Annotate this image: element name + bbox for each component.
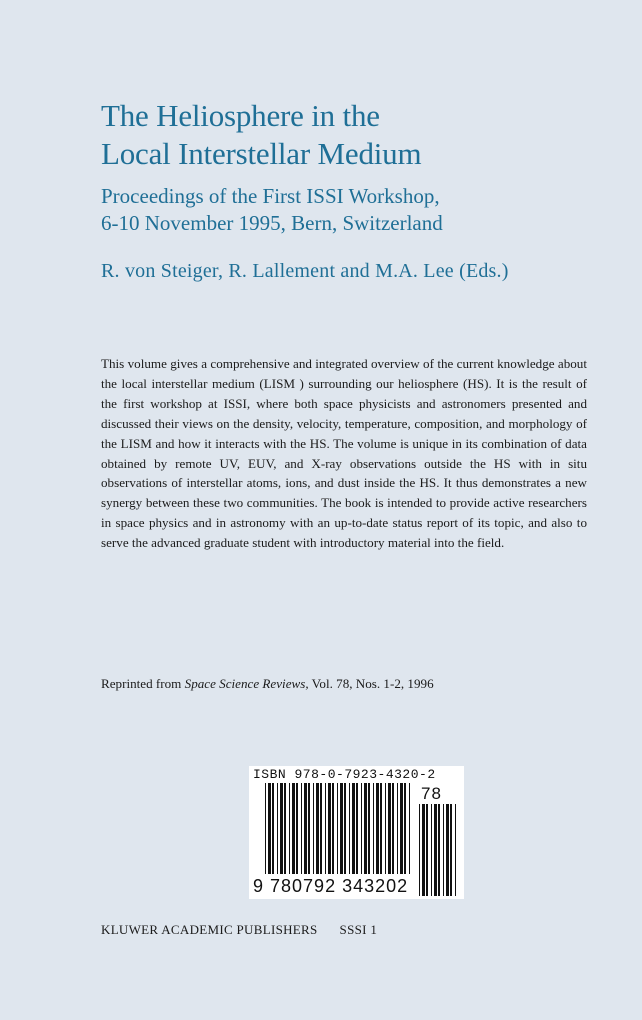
title-block — [101, 97, 601, 237]
series-label: SSSI 1 — [339, 922, 378, 937]
barcode-bar — [328, 783, 331, 874]
reprint-note — [101, 674, 434, 694]
barcode-bar — [296, 783, 298, 874]
subtitle-line-1: Proceedings of the First ISSI Workshop, — [101, 184, 440, 208]
barcode-bar — [364, 783, 367, 874]
reprint-suffix: Vol. 78, Nos. 1-2, 1996 — [308, 676, 434, 691]
barcode-bar — [419, 804, 420, 896]
barcode-bar — [455, 804, 456, 896]
barcode-bar — [316, 783, 319, 874]
isbn-barcode — [249, 766, 464, 899]
barcode-bar — [388, 783, 391, 874]
abstract-text: This volume gives a comprehensive and integrated overview of the current knowledge about the local interstellar medium (LISM ) surrounding our heliosphere (HS). It is the result of the first workshop at ISSI, where both space physicists and astronomers presented and discussed their views on the density, velocity, temperature, composition, and morphology of the LISM and how it interacts with the HS. The volume is unique in its combination of data obtained by remote UV, EUV, and X-ray observations outside the HS with in situ observations of interstellar atoms, ions, and dust inside the HS. It thus demonstrates a new synergy between these two communities. The book is intended to provide active researchers in space physics and in astronomy with an up-to-date status report of its topic, and also to serve the advanced graduate student with introductory material into the field. — [101, 356, 587, 551]
barcode-bar — [426, 804, 428, 896]
reprint-prefix: Reprinted from — [101, 676, 185, 691]
barcode-bar — [320, 783, 322, 874]
barcode-bar — [332, 783, 334, 874]
barcode-bar — [301, 783, 302, 874]
editors: R. von Steiger, R. Lallement and M.A. Lee (Eds.) — [101, 260, 509, 282]
barcode-bar — [265, 783, 266, 874]
barcode-bar — [313, 783, 314, 874]
barcode-bar — [373, 783, 374, 874]
barcode-bar — [349, 783, 350, 874]
publisher-name: KLUWER ACADEMIC PUBLISHERS — [101, 922, 318, 937]
barcode-bar — [325, 783, 326, 874]
barcode-bar — [292, 783, 295, 874]
barcode-bar — [344, 783, 346, 874]
barcode-bar — [380, 783, 382, 874]
barcode-addon-digits: 78 — [421, 784, 442, 803]
barcode-bar — [304, 783, 307, 874]
barcode-bar — [434, 804, 437, 896]
barcode-bar — [268, 783, 271, 874]
barcode-bar — [340, 783, 343, 874]
barcode-bar — [337, 783, 338, 874]
barcode-digits: 9 780792 343202 — [253, 876, 409, 896]
barcode-bar — [376, 783, 379, 874]
barcode-bar — [404, 783, 406, 874]
barcode-bar — [422, 804, 425, 896]
barcode-bar — [400, 783, 403, 874]
book-title-line-1: The Heliosphere in the — [101, 98, 380, 133]
barcode-bar — [361, 783, 362, 874]
barcode-bar — [308, 783, 310, 874]
barcode-bar — [368, 783, 370, 874]
reprint-journal: Space Science Reviews, — [184, 676, 309, 691]
barcode-bar — [356, 783, 358, 874]
barcode-bar — [289, 783, 290, 874]
barcode-bar — [272, 783, 274, 874]
barcode-bar — [443, 804, 444, 896]
barcode-bar — [438, 804, 440, 896]
book-title-line-2: Local Interstellar Medium — [101, 136, 422, 171]
barcode-bar — [284, 783, 286, 874]
barcode-bar — [277, 783, 278, 874]
barcode-bar — [446, 804, 449, 896]
subtitle-line-2: 6-10 November 1995, Bern, Switzerland — [101, 211, 443, 235]
barcode-bar — [397, 783, 398, 874]
footer — [101, 921, 377, 939]
barcode-bar — [280, 783, 283, 874]
barcode-bar — [385, 783, 386, 874]
barcode-bar — [409, 783, 410, 874]
barcode-bar — [352, 783, 355, 874]
isbn-number: ISBN 978-0-7923-4320-2 — [253, 767, 436, 782]
barcode-bar — [450, 804, 452, 896]
barcode-bar — [431, 804, 432, 896]
barcode-bar — [392, 783, 394, 874]
